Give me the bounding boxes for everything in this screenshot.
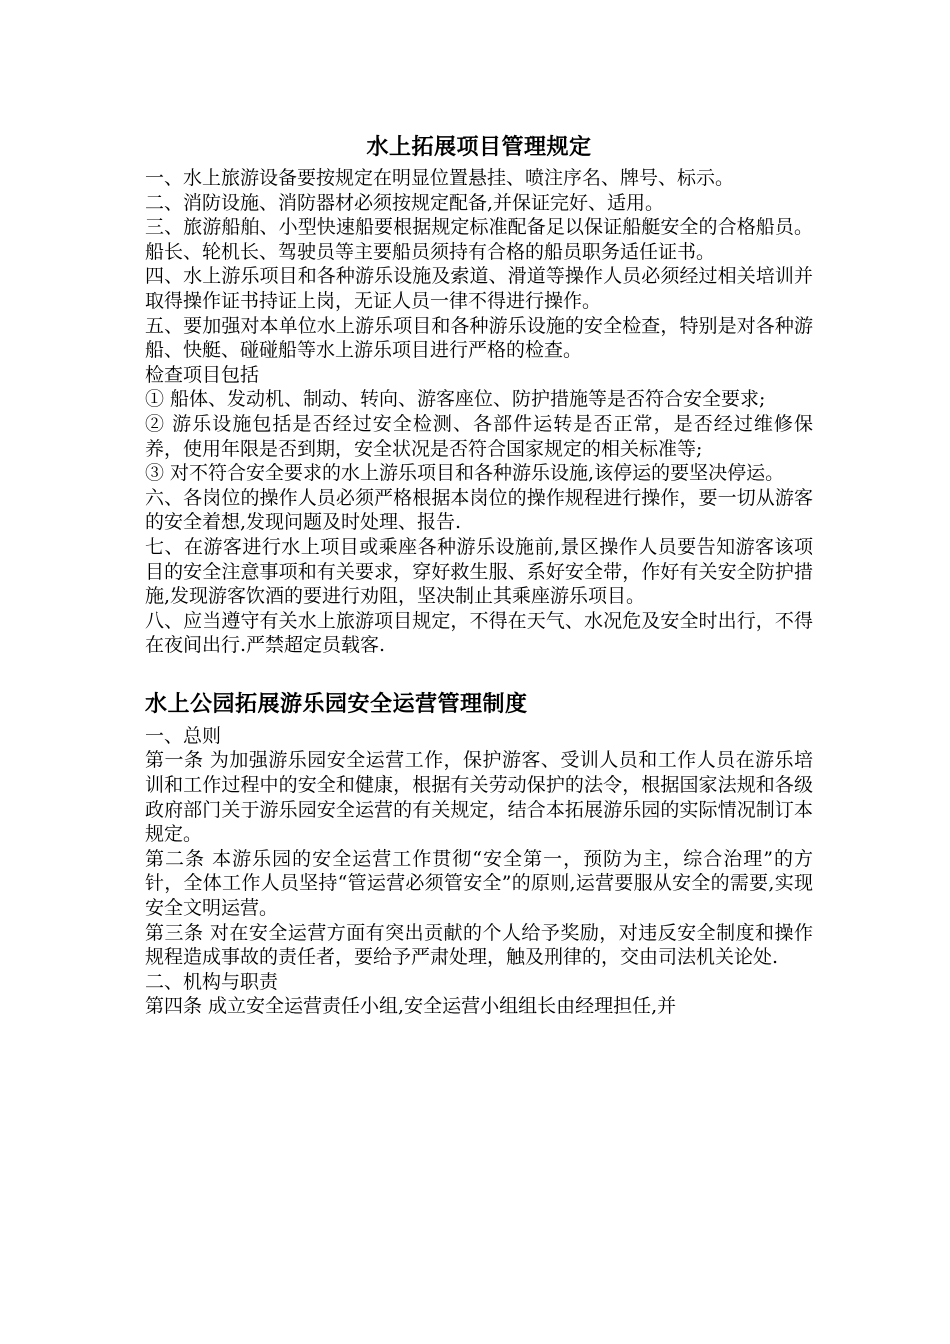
document-page	[145, 128, 813, 1019]
paragraph: 四、水上游乐项目和各种游乐设施及索道、滑道等操作人员必须经过相关培训并取得操作证书持证上岗，无证人员一律不得进行操作。	[145, 265, 813, 312]
paragraph: ② 游乐设施包括是否经过安全检测、各部件运转是否正常，是否经过维修保养，使用年限是否到期，安全状况是否符合国家规定的相关标准等;	[145, 412, 813, 460]
section-title: 水上公园拓展游乐园安全运营管理制度	[145, 691, 528, 717]
paragraph: 五、要加强对本单位水上游乐项目和各种游乐设施的安全检查，特别是对各种游船、快艇、碰碰船等水上游乐项目进行严格的检查。	[145, 314, 813, 362]
regulation-body	[145, 166, 813, 658]
paragraph: 三、旅游船舶、小型快速船要根据规定标准配备足以保证船艇安全的合格船员。船长、轮机长、驾驶员等主要船员须持有合格的船员职务适任证书。	[145, 216, 813, 263]
paragraph: 七、在游客进行水上项目或乘座各种游乐设施前,景区操作人员要告知游客该项目的安全注意事项和有关要求，穿好救生服、系好安全带，作好有关安全防护措施,发现游客饮酒的要进行劝阻，坚决制止其乘座游乐项目。	[145, 535, 813, 608]
paragraph: ③ 对不符合安全要求的水上游乐项目和各种游乐设施,该停运的要坚决停运。	[145, 462, 785, 485]
safety-policy-body	[145, 724, 813, 1019]
paragraph: 一、水上旅游设备要按规定在明显位置悬挂、喷注序名、牌号、标示。	[145, 167, 735, 189]
paragraph: 第三条 对在安全运营方面有突出贡献的个人给予奖励，对违反安全制度和操作规程造成事故的责任者，要给予严肃处理，触及刑律的，交由司法机关论处.	[145, 921, 813, 969]
paragraph: 八、应当遵守有关水上旅游项目规定，不得在天气、水况危及安全时出行，不得在夜间出行.严禁超定员载客.	[145, 609, 813, 657]
paragraph: ① 船体、发动机、制动、转向、游客座位、防护措施等是否符合安全要求;	[145, 388, 766, 411]
paragraph: 检查项目包括	[145, 363, 260, 386]
document-title: 水上拓展项目管理规定	[366, 135, 592, 160]
paragraph: 第一条 为加强游乐园安全运营工作，保护游客、受训人员和工作人员在游乐培训和工作过程中的安全和健康，根据有关劳动保护的法令，根据国家法规和各级政府部门关于游乐园安全运营的有关规定，结合本拓展游乐园的实际情况制订本规定。	[145, 749, 813, 846]
paragraph: 一、总则	[145, 724, 222, 747]
paragraph: 六、各岗位的操作人员必须严格根据本岗位的操作规程进行操作，要一切从游客的安全着想,发现问题及时处理、报告.	[145, 486, 813, 534]
paragraph: 二、机构与职责	[145, 970, 279, 993]
paragraph: 第四条 成立安全运营责任小组,安全运营小组组长由经理担任,并	[145, 995, 677, 1018]
paragraph: 二、消防设施、消防器材必须按规定配备,并保证完好、适用。	[145, 191, 665, 214]
paragraph: 第二条 本游乐园的安全运营工作贯彻“安全第一，预防为主，综合治理”的方针，全体工作人员坚持“管运营必须管安全”的原则,运营要服从安全的需要,实现安全文明运营。	[145, 847, 813, 920]
